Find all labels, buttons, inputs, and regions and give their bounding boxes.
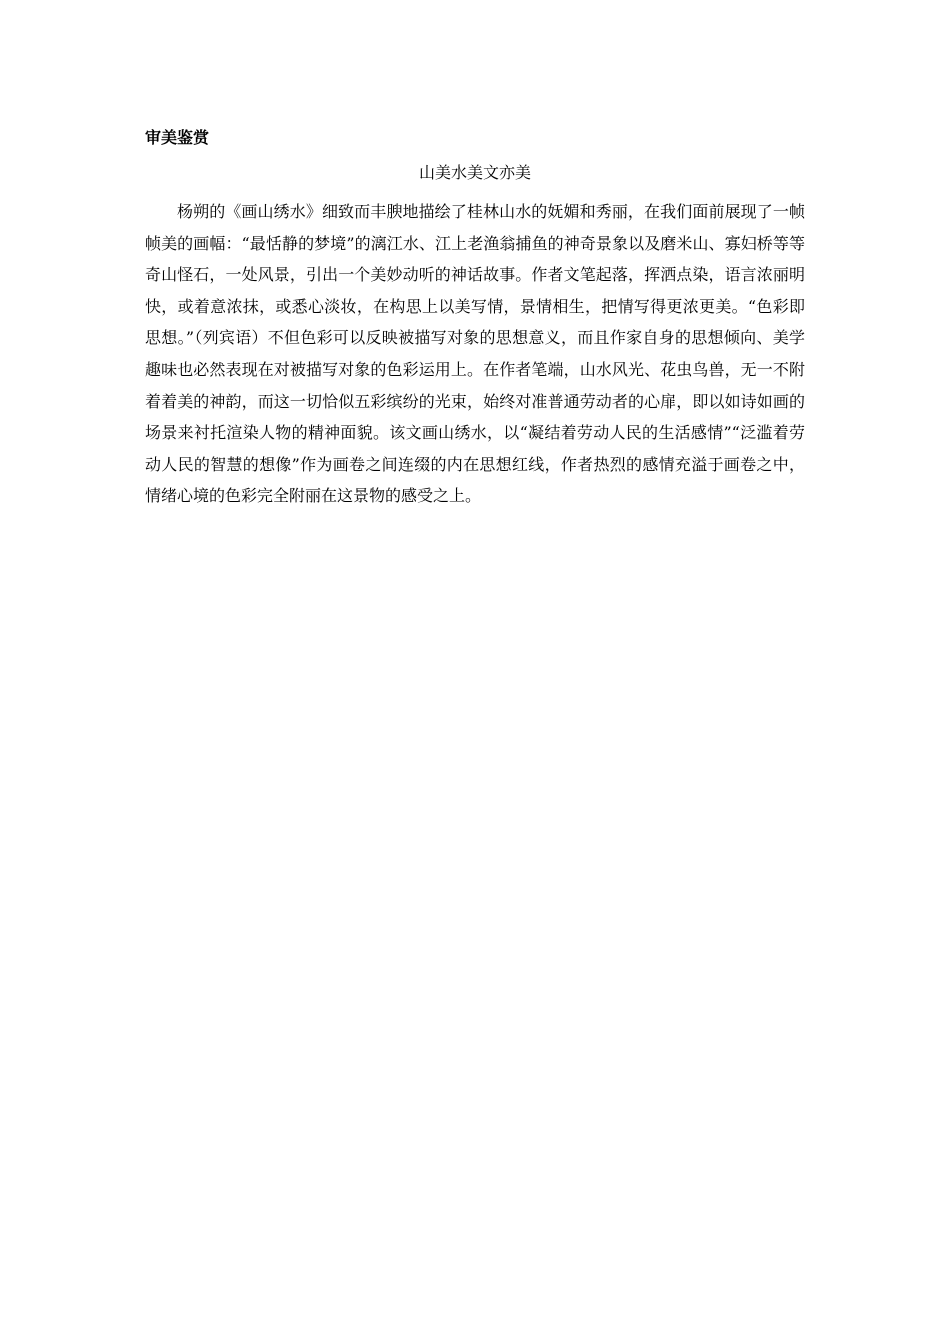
section-heading: 审美鉴赏 (145, 128, 210, 147)
article-title: 山美水美文亦美 (418, 163, 531, 182)
article-paragraph: 杨朔的《画山绣水》细致而丰腴地描绘了桂林山水的妩媚和秀丽，在我们面前展现了一帧帧美的画幅：“最恬静的梦境”的漓江水、江上老渔翁捕鱼的神奇景象以及磨米山、寡妇桥等等奇山怪石，一处风景，引出一个美妙动听的神话故事。作者文笔起落，挥洒点染，语言浓丽明快，或着意浓抹，或悉心淡妆，在构思上以美写情，景情相生，把情写得更浓更美。“色彩即思想。”（列宾语）不但色彩可以反映被描写对象的思想意义，而且作家自身的思想倾向、美学趣味也必然表现在对被描写对象的色彩运用上。在作者笔端，山水风光、花虫鸟兽，无一不附着着美的神韵，而这一切恰似五彩缤纷的光束，始终对准普通劳动者的心扉，即以如诗如画的场景来衬托渲染人物的精神面貌。该文画山绣水，以“凝结着劳动人民的生活感情”“泛滥着劳动人民的智慧的想像”作为画卷之间连缀的内在思想红线，作者热烈的感情充溢于画卷之中，情绪心境的色彩完全附丽在这景物的感受之上。 (145, 202, 805, 506)
